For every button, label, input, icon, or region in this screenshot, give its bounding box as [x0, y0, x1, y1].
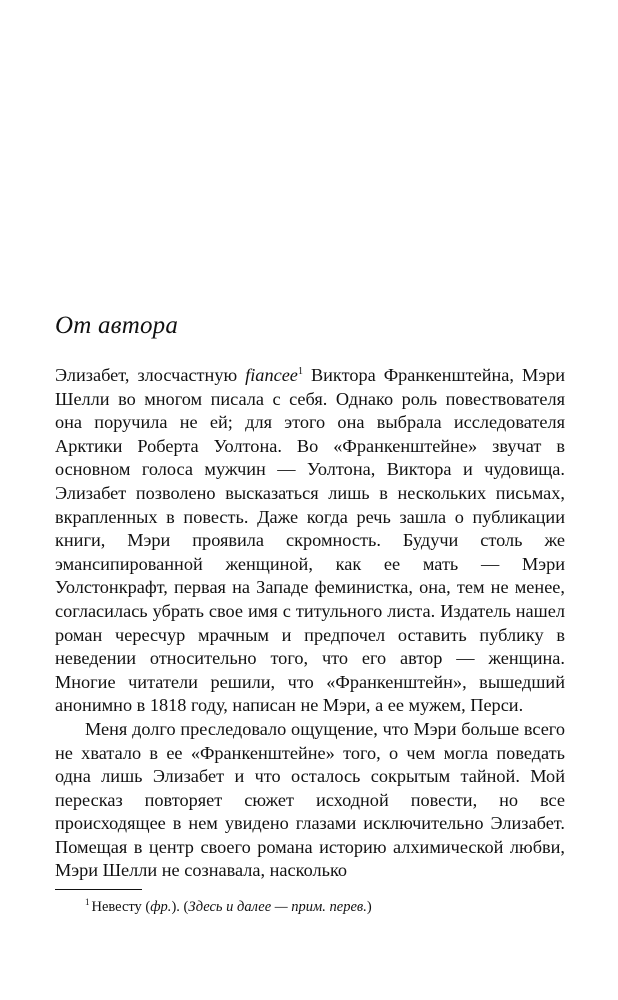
chapter-heading: От автора — [55, 312, 179, 339]
footnote-lang: фр. — [150, 899, 172, 915]
paragraph-2: Меня долго преследовало ощущение, что Мэри больше всего не хватало в ее «Франкенштейне» того, о чем могла поведать одна лишь Элизабет и что осталось сокрытым тайной. Мой пересказ повторяет сюжет исходной повести, но все происходящее в нем увидено глазами исключительно Элизабет. Помещая в центр своего романа историю алхимической любви, Мэри Шелли не сознавала, насколько — [55, 718, 565, 881]
footnote-text-2: ). ( — [171, 899, 189, 915]
footnote-note: Здесь и далее — прим. перев. — [188, 899, 367, 915]
paragraph-1-rest: Виктора Франкенштейна, Мэри Шелли во многом писала с себя. Однако роль повествователя она поручила не ей; для этого она выбрала исследователя Арктики Роберта Уолтона. Во «Франкенштейне» звучат в основном голоса мужчин — Уолтона, Виктора и чудовища. Элизабет позволено высказаться лишь в нескольких письмах, вкрапленных в повесть. Даже когда речь зашла о публикации книги, Мэри проявила скромность. Будучи столь же эмансипированной женщиной, как ее мать — Мэри Уолстонкрафт, первая на Западе феминистка, она, тем не менее, согласилась убрать свое имя с титульного листа. Издатель нашел роман чересчур мрачным и предпочел оставить публику в неведении относительно того, что его автор — женщина. Многие читатели решили, что «Франкенштейн», вышедший анонимно в 1818 году, написан не Мэри, а ее мужем, Перси. — [55, 365, 566, 716]
footnote-reference: 1 — [297, 365, 303, 377]
paragraph-1 — [55, 364, 565, 718]
footnote — [85, 898, 565, 916]
footnote-text-3: ) — [366, 899, 372, 915]
body-text — [55, 364, 565, 883]
footnote-mark: 1 — [85, 897, 90, 908]
footnote-text-1: Невесту ( — [91, 899, 151, 915]
paragraph-1-start: Элизабет, злосчастную — [55, 365, 246, 385]
footnote-rule — [55, 889, 142, 890]
foreign-word: fiancee — [245, 365, 298, 385]
